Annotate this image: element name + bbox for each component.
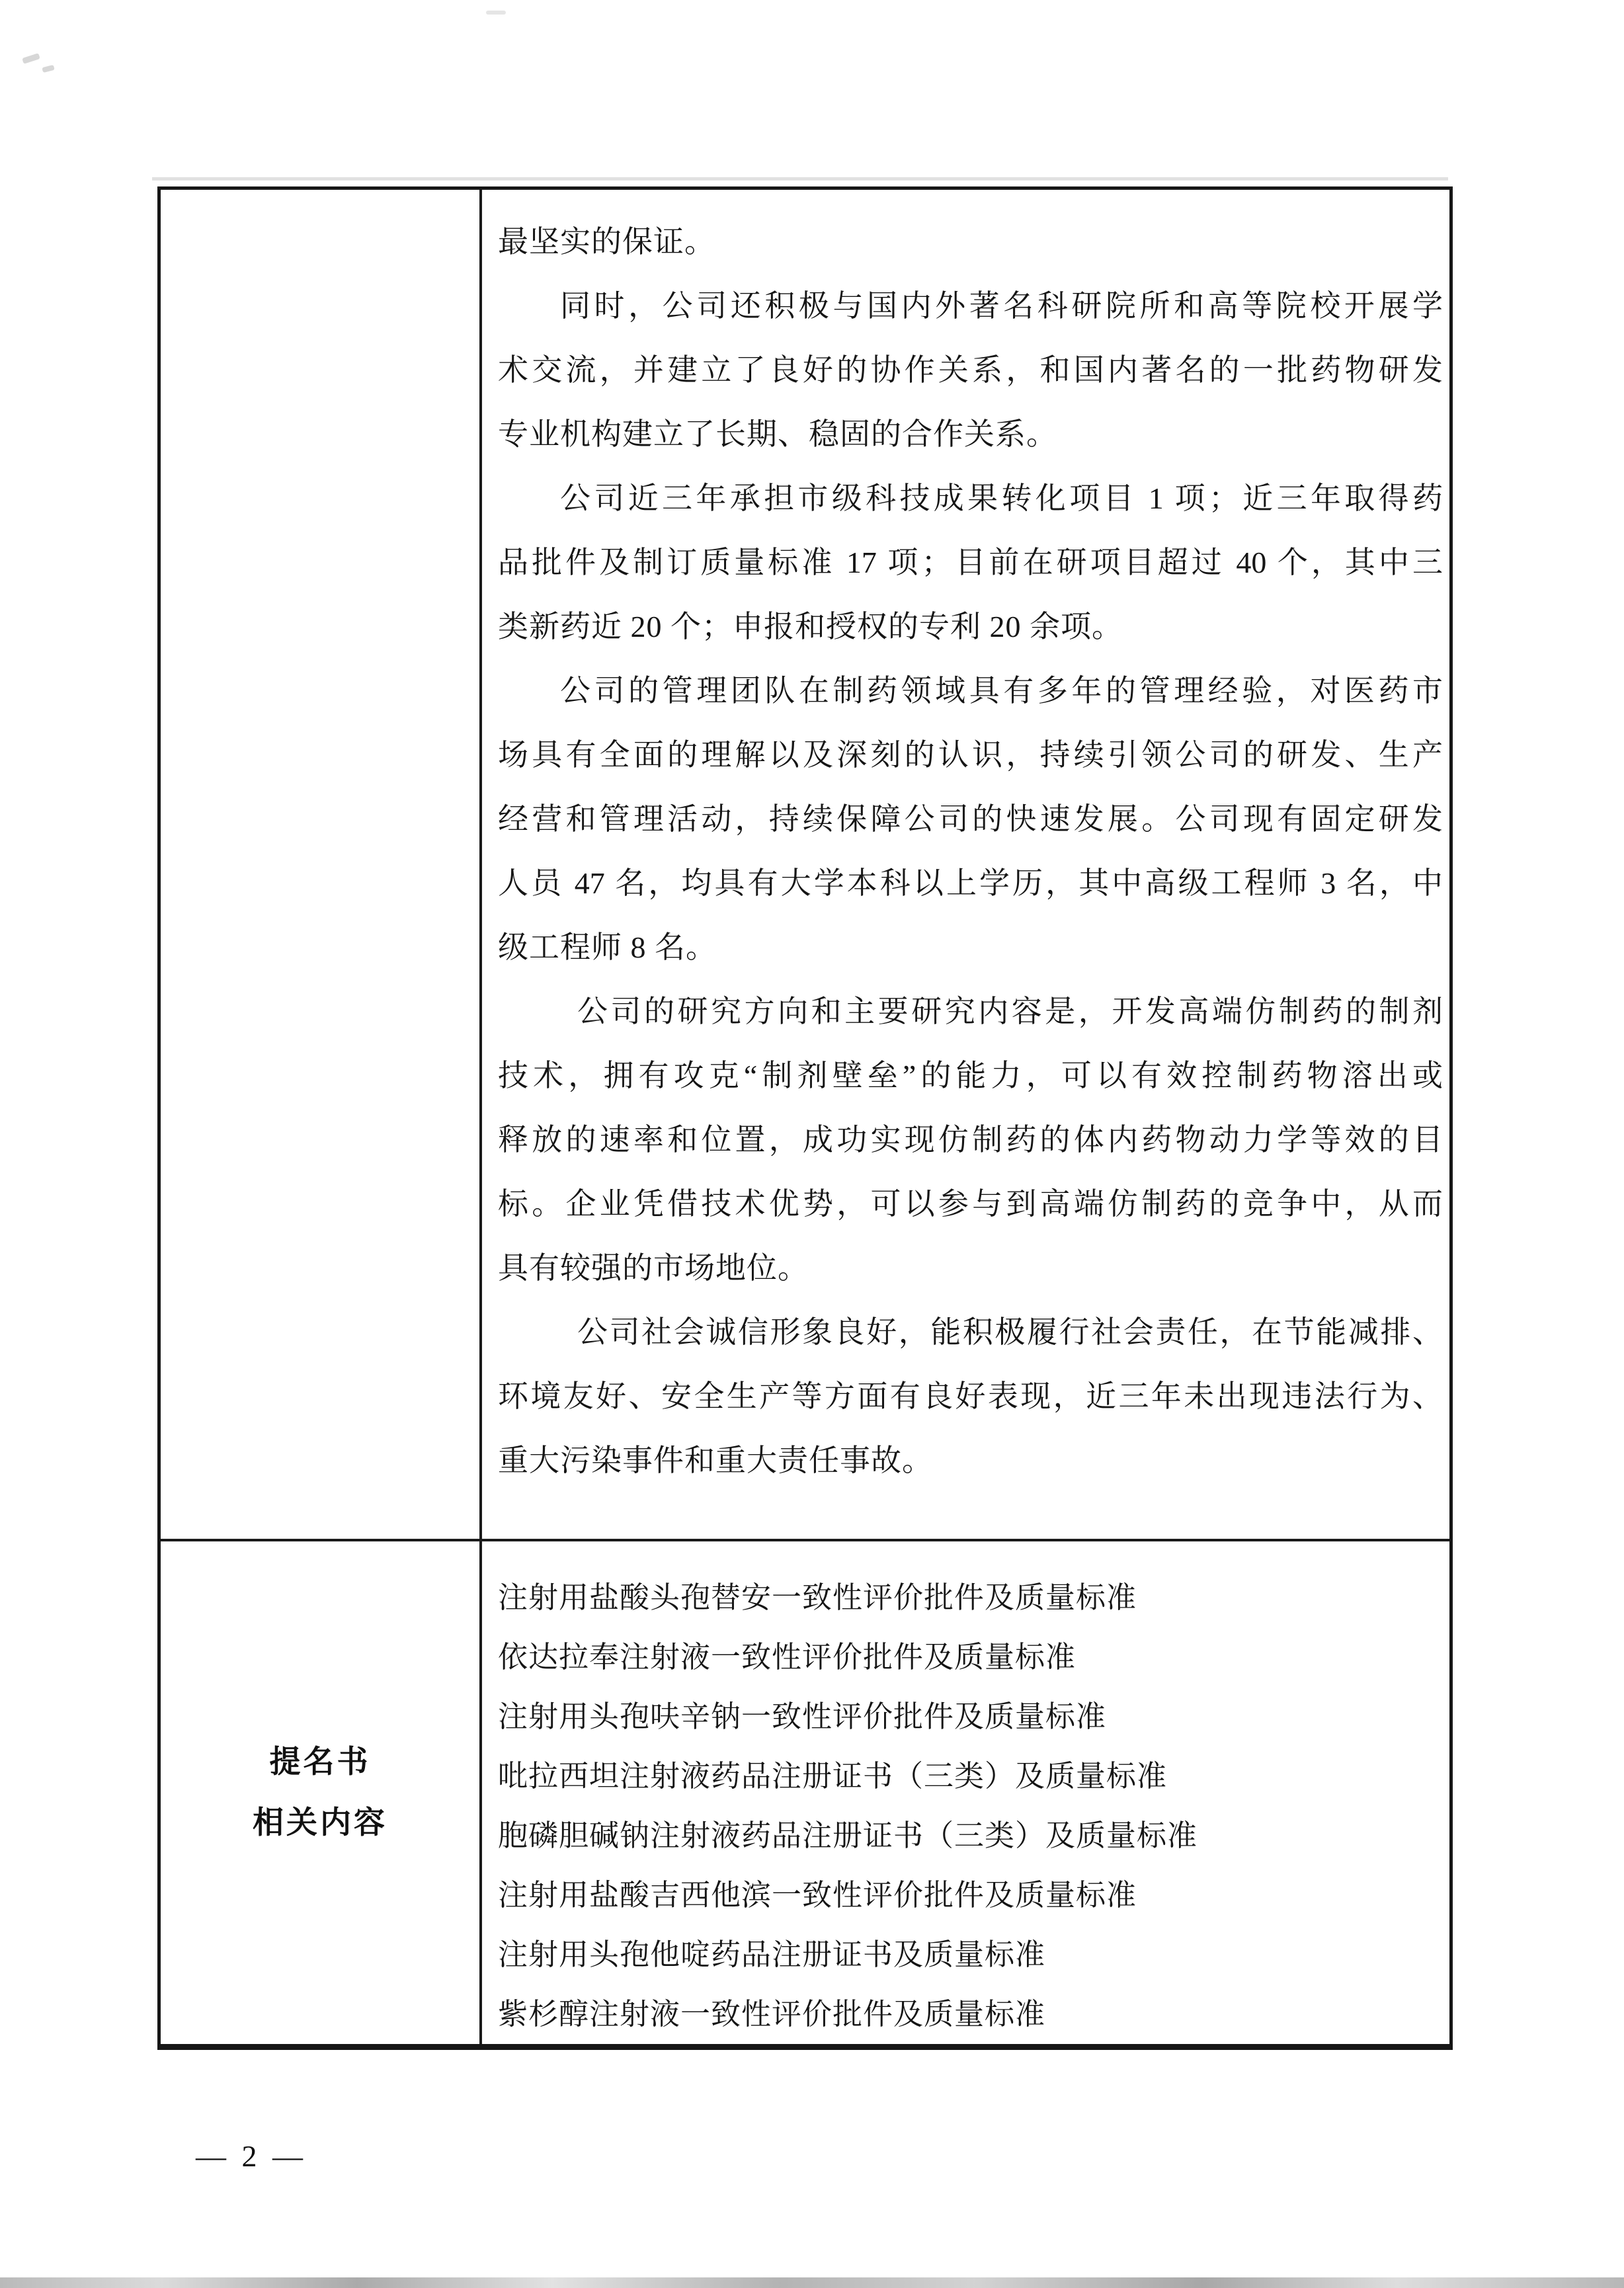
page-number: — 2 — <box>196 2139 307 2173</box>
row2-label-cell <box>161 1541 482 2044</box>
body-text-line: 最坚实的保证。 <box>498 225 715 259</box>
scan-artifact-speck <box>42 65 54 73</box>
list-item: 胞磷胆碱钠注射液药品注册证书（三类）及质量标准 <box>498 1819 1198 1852</box>
body-text-line: 技术，拥有攻克“制剂壁垒”的能力，可以有效控制药物溶出或 <box>498 1059 1443 1092</box>
body-text-line: 公司的管理团队在制药领域具有多年的管理经验，对医药市 <box>560 674 1443 708</box>
body-text-line: 标。企业凭借技术优势，可以参与到高端仿制药的竞争中，从而 <box>498 1187 1443 1221</box>
list-item: 紫杉醇注射液一致性评价批件及质量标准 <box>498 1998 1046 2031</box>
company-overview-cell <box>482 190 1449 1541</box>
list-item: 吡拉西坦注射液药品注册证书（三类）及质量标准 <box>498 1760 1168 1793</box>
scan-artifact-bottom-strip <box>0 2277 1624 2288</box>
body-text-line: 同时，公司还积极与国内外著名科研院所和高等院校开展学 <box>560 289 1443 323</box>
list-item: 注射用头孢呋辛钠一致性评价批件及质量标准 <box>498 1700 1107 1733</box>
list-item: 注射用盐酸吉西他滨一致性评价批件及质量标准 <box>498 1879 1137 1912</box>
list-item: 注射用头孢他啶药品注册证书及质量标准 <box>498 1938 1046 1971</box>
body-text-line: 公司近三年承担市级科技成果转化项目 1 项；近三年取得药 <box>560 481 1443 515</box>
row1-label-cell-empty <box>161 190 482 1541</box>
list-item: 依达拉奉注射液一致性评价批件及质量标准 <box>498 1641 1076 1674</box>
list-item: 注射用盐酸头孢替安一致性评价批件及质量标准 <box>498 1581 1137 1614</box>
body-text-line: 术交流，并建立了良好的协作关系，和国内著名的一批药物研发 <box>498 353 1443 387</box>
body-text-line: 专业机构建立了长期、稳固的合作关系。 <box>498 417 1057 451</box>
scan-artifact-speck <box>486 11 506 15</box>
scan-artifact-top-line <box>152 177 1448 181</box>
body-text-line: 公司社会诚信形象良好，能积极履行社会责任，在节能减排、 <box>577 1315 1443 1349</box>
body-text-line: 公司的研究方向和主要研究内容是，开发高端仿制药的制剂 <box>577 995 1443 1028</box>
body-text-line: 环境友好、安全生产等方面有良好表现，近三年未出现违法行为、 <box>498 1379 1443 1413</box>
body-text-line: 释放的速率和位置，成功实现仿制药的体内药物动力学等效的目 <box>498 1123 1443 1157</box>
body-text-line: 重大污染事件和重大责任事故。 <box>498 1444 933 1477</box>
row-label-nomination-book: 提名书 <box>269 1745 371 1779</box>
body-text-line: 经营和管理活动，持续保障公司的快速发展。公司现有固定研发 <box>498 802 1443 836</box>
body-text-line: 人员 47 名，均具有大学本科以上学历，其中高级工程师 3 名，中 <box>498 866 1443 900</box>
scan-artifact-speck <box>22 53 40 64</box>
body-text-line: 类新药近 20 个；申报和授权的专利 20 余项。 <box>498 610 1123 643</box>
body-text-line: 品批件及制订质量标准 17 项；目前在研项目超过 40 个，其中三 <box>498 546 1443 579</box>
nomination-table <box>157 186 1453 2050</box>
body-text-line: 级工程师 8 名。 <box>498 930 717 964</box>
row-label-related-content: 相关内容 <box>253 1806 387 1840</box>
certificate-list-cell <box>482 1541 1449 2044</box>
body-text-line: 具有较强的市场地位。 <box>498 1251 809 1285</box>
body-text-line: 场具有全面的理解以及深刻的认识，持续引领公司的研发、生产 <box>498 738 1443 772</box>
